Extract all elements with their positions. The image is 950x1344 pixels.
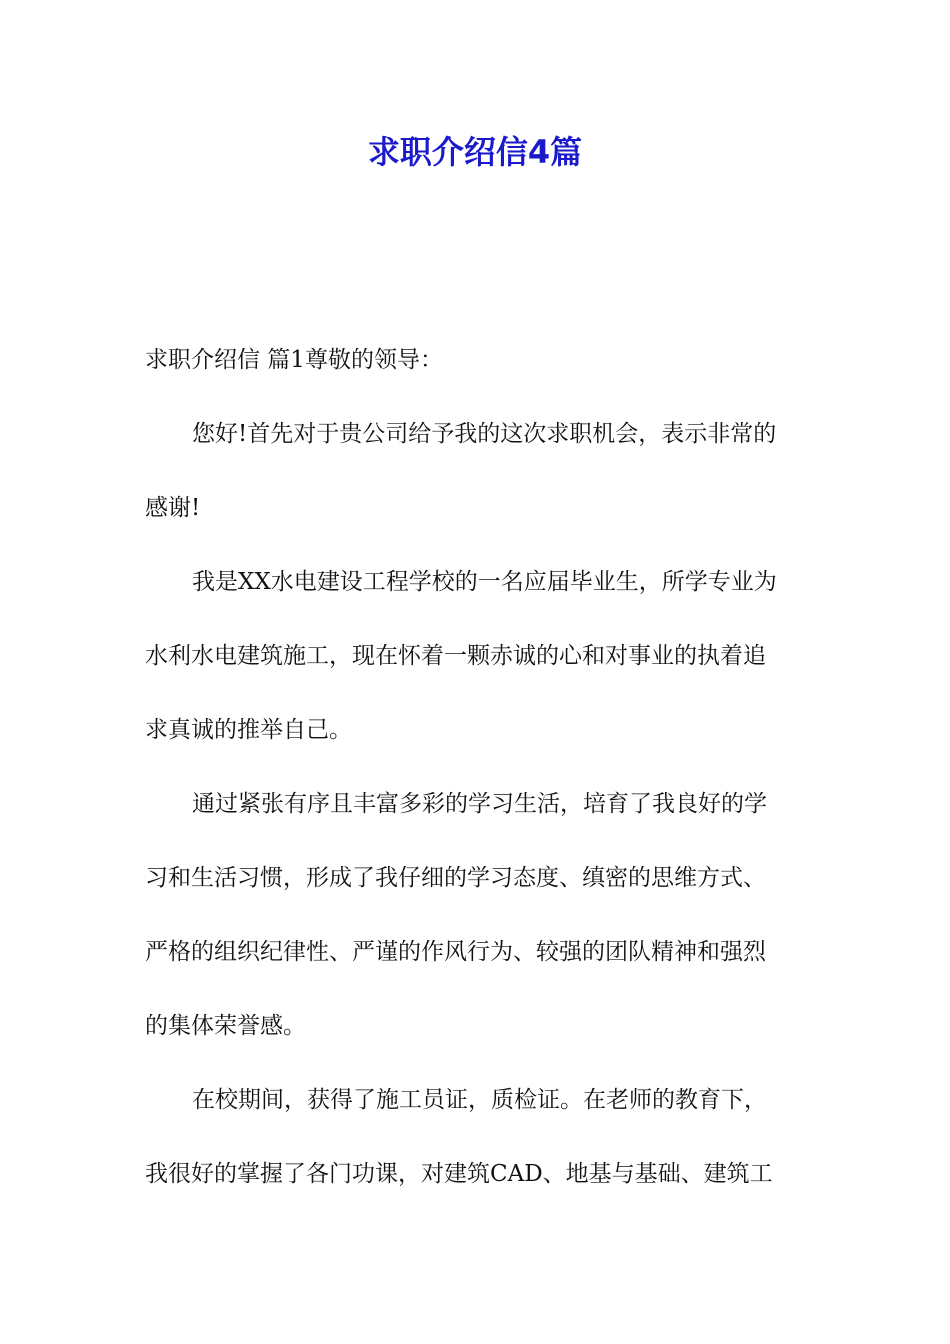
text-line: 在校期间，获得了施工员证，质检证。在老师的教育下， xyxy=(192,1087,767,1113)
text-line: 求真诚的推举自己。 xyxy=(145,717,352,743)
letter-body xyxy=(145,337,810,1225)
text-line: 通过紧张有序且丰富多彩的学习生活，培育了我良好的学 xyxy=(192,791,767,817)
text-line: 的集体荣誉感。 xyxy=(145,1013,306,1039)
text-line: 感谢! xyxy=(145,495,201,521)
text-line: 我很好的掌握了各门功课，对建筑CAD、地基与基础、建筑工 xyxy=(145,1161,773,1187)
text-line: 我是XX水电建设工程学校的一名应届毕业生，所学专业为 xyxy=(192,569,777,595)
text-line: 水利水电建筑施工，现在怀着一颗赤诚的心和对事业的执着追 xyxy=(145,643,766,669)
page-title: 求职介绍信4篇 xyxy=(367,133,583,171)
text-line: 习和生活习惯，形成了我仔细的学习态度、缜密的思维方式、 xyxy=(145,865,766,891)
text-line: 求职介绍信 篇1尊敬的领导： xyxy=(145,347,443,373)
text-line: 严格的组织纪律性、严谨的作风行为、较强的团队精神和强烈 xyxy=(145,939,766,965)
text-line: 您好!首先对于贵公司给予我的这次求职机会，表示非常的 xyxy=(192,421,777,447)
